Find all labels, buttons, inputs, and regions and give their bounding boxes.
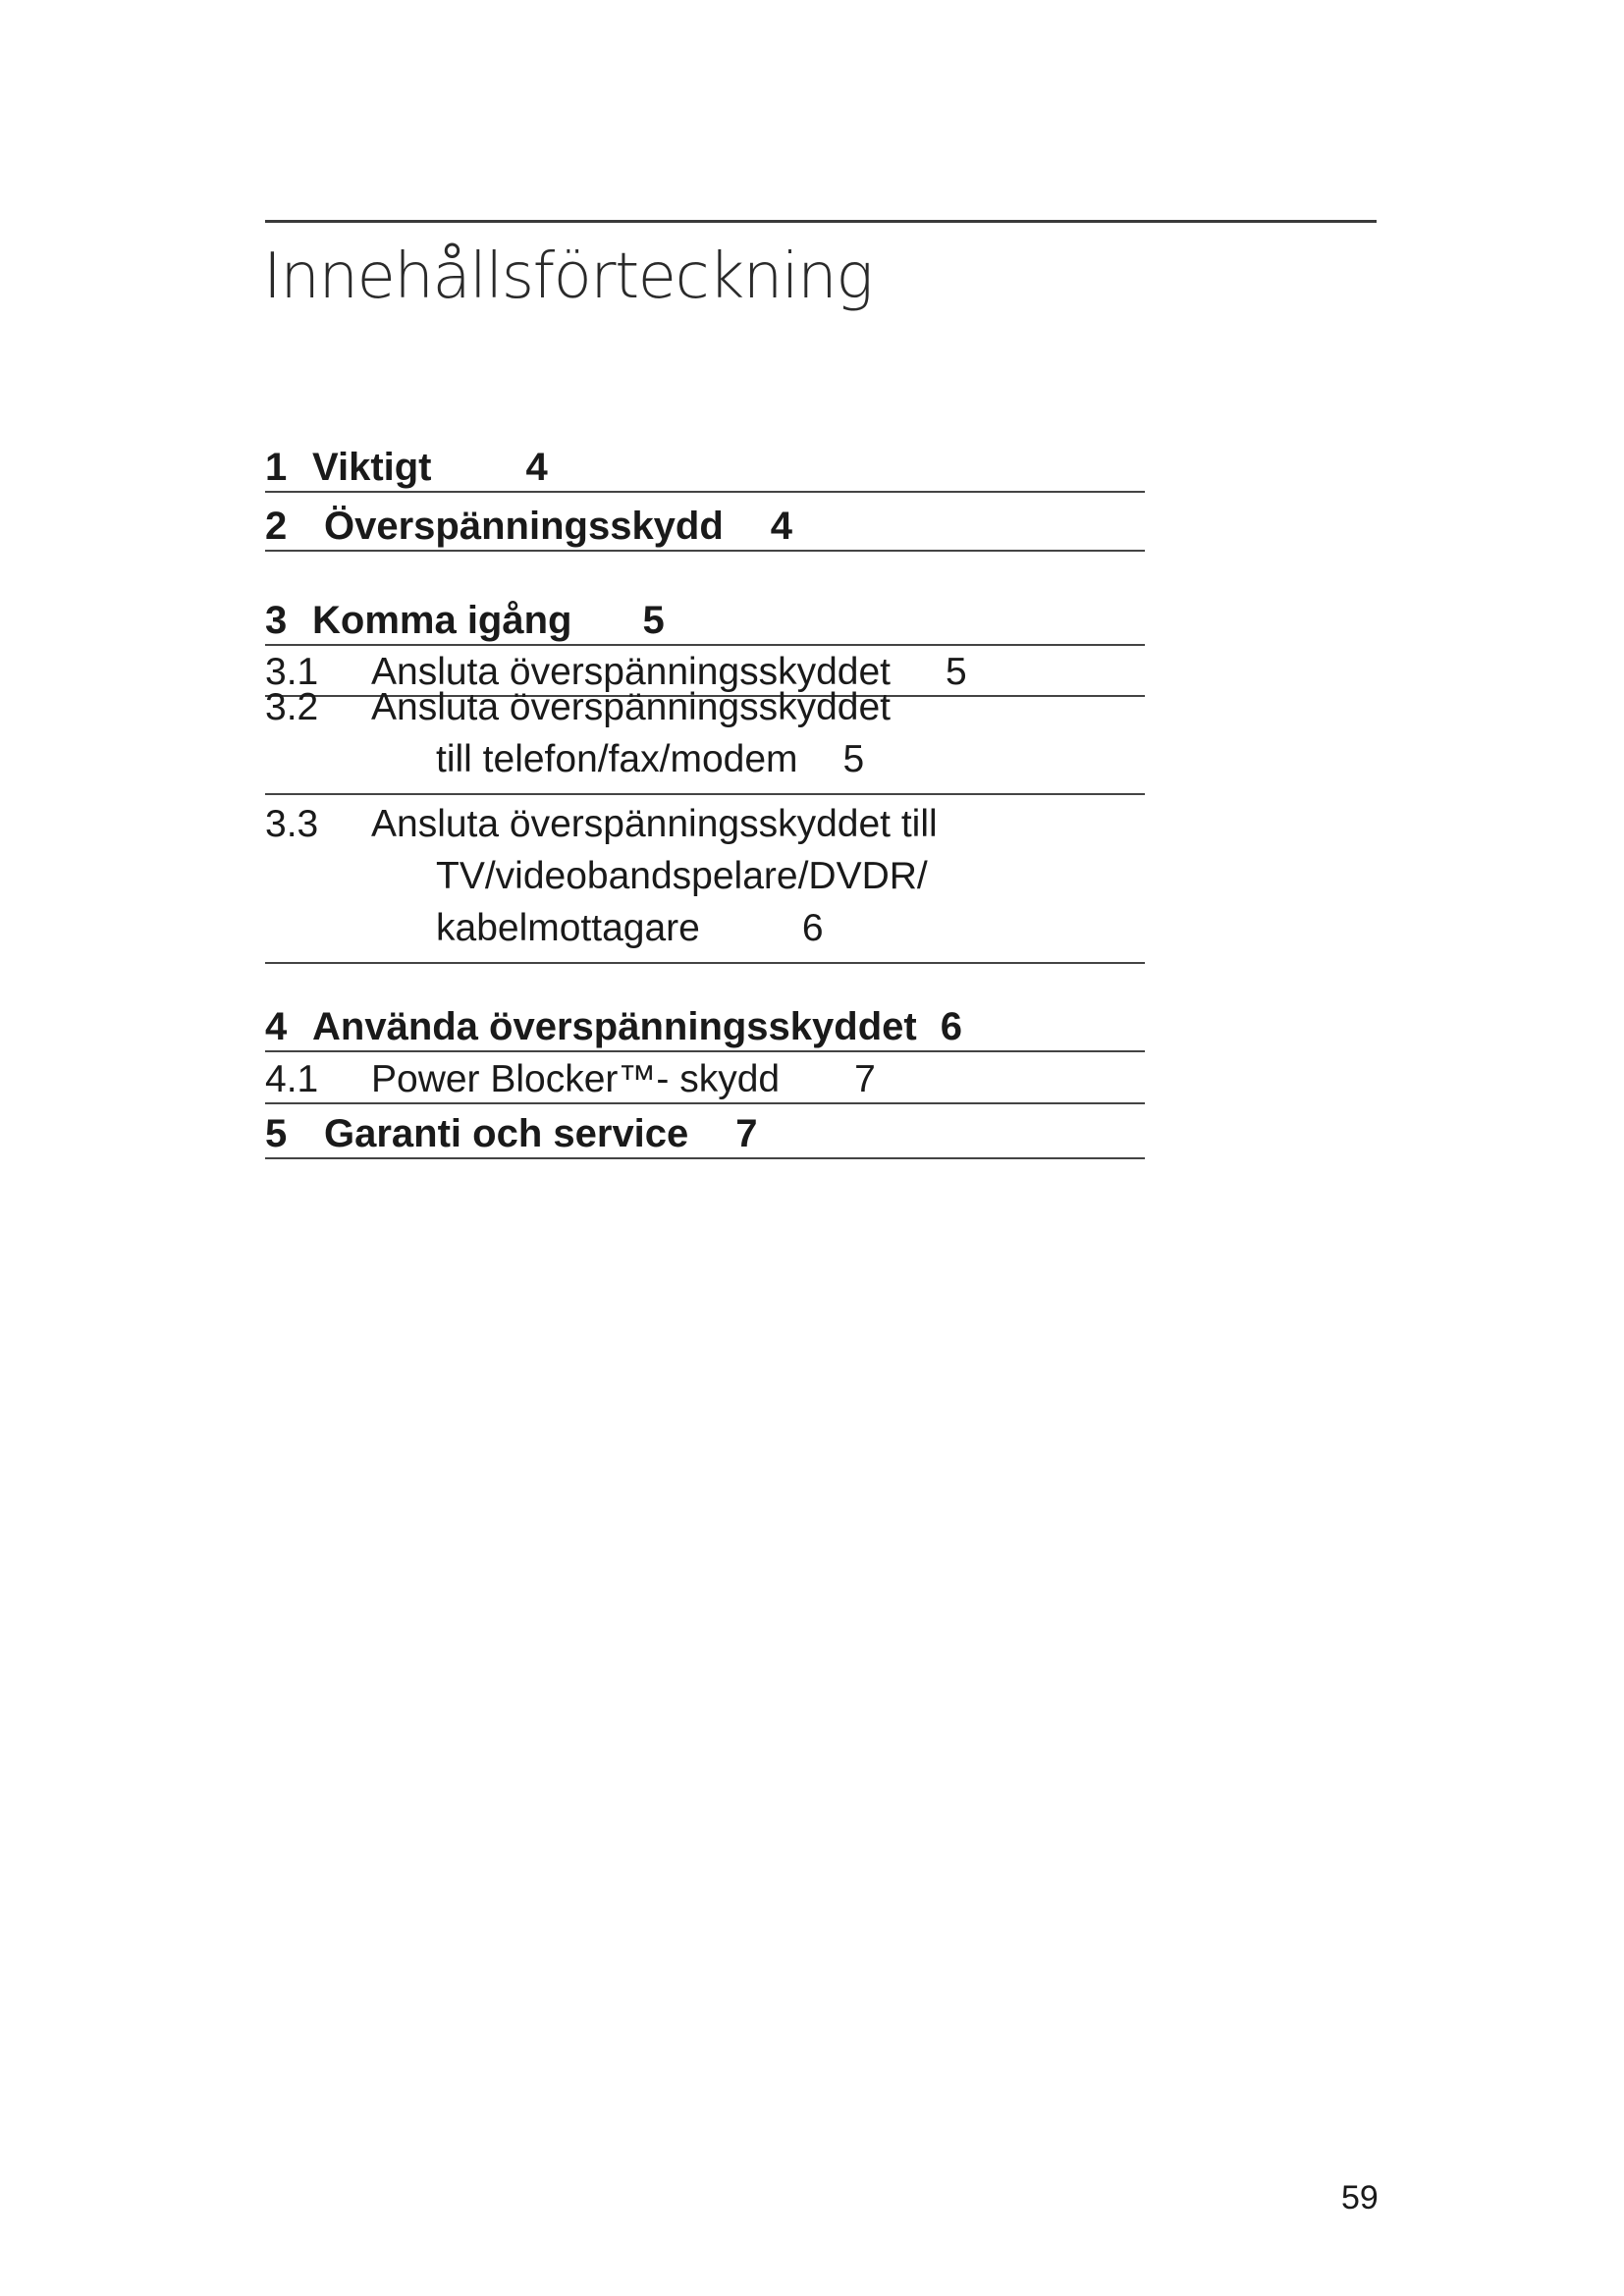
toc-title: Power Blocker™- skydd — [371, 1058, 781, 1100]
toc-page: 4 — [525, 446, 548, 489]
toc-title-line-1: Ansluta överspänningsskyddet till — [371, 803, 938, 845]
toc-number: 1 — [265, 446, 288, 489]
toc-entry-4-1[interactable] — [265, 1052, 1145, 1104]
toc-page: 7 — [735, 1112, 758, 1155]
toc-number: 4 — [265, 1005, 288, 1048]
top-rule — [265, 220, 1377, 223]
toc-title: Viktigt — [312, 446, 432, 489]
toc-page: 4 — [770, 505, 793, 548]
table-of-contents — [265, 432, 1145, 1159]
toc-entry-3-3[interactable] — [265, 795, 1145, 964]
toc-number: 4.1 — [265, 1058, 319, 1100]
toc-page: 5 — [642, 599, 665, 642]
toc-number: 5 — [265, 1112, 288, 1155]
toc-number: 3.2 — [265, 686, 319, 728]
toc-page: 6 — [940, 1005, 962, 1048]
toc-title: Använda överspänningsskyddet — [312, 1005, 917, 1048]
toc-title: Garanti och service — [324, 1112, 689, 1155]
toc-title-line-2: TV/videobandspelare/DVDR/ — [436, 855, 928, 897]
toc-page: 5 — [946, 651, 967, 693]
toc-page: 6 — [801, 907, 824, 949]
toc-title: Överspänningsskydd — [324, 505, 724, 548]
toc-title-line-1: Ansluta överspänningsskyddet — [371, 686, 891, 728]
toc-entry-1[interactable] — [265, 432, 1145, 493]
toc-page: 5 — [842, 738, 865, 780]
toc-number: 2 — [265, 505, 288, 548]
page-number: 59 — [1341, 2179, 1379, 2216]
toc-title: Ansluta överspänningsskyddet — [371, 651, 891, 693]
toc-entry-4[interactable] — [265, 964, 1145, 1052]
toc-entry-5[interactable] — [265, 1104, 1145, 1159]
toc-entry-3[interactable] — [265, 552, 1145, 646]
toc-number: 3 — [265, 599, 288, 642]
toc-title-line-3: kabelmottagare — [436, 907, 700, 949]
toc-entry-2[interactable] — [265, 493, 1145, 552]
toc-number: 3.3 — [265, 803, 319, 845]
toc-page: 7 — [854, 1058, 876, 1100]
toc-entry-3-2[interactable] — [265, 686, 1145, 795]
toc-title: Komma igång — [312, 599, 572, 642]
toc-number: 3.1 — [265, 651, 319, 693]
toc-title-line-2: till telefon/fax/modem — [436, 738, 798, 780]
page-title: Innehållsförteckning — [263, 240, 873, 313]
